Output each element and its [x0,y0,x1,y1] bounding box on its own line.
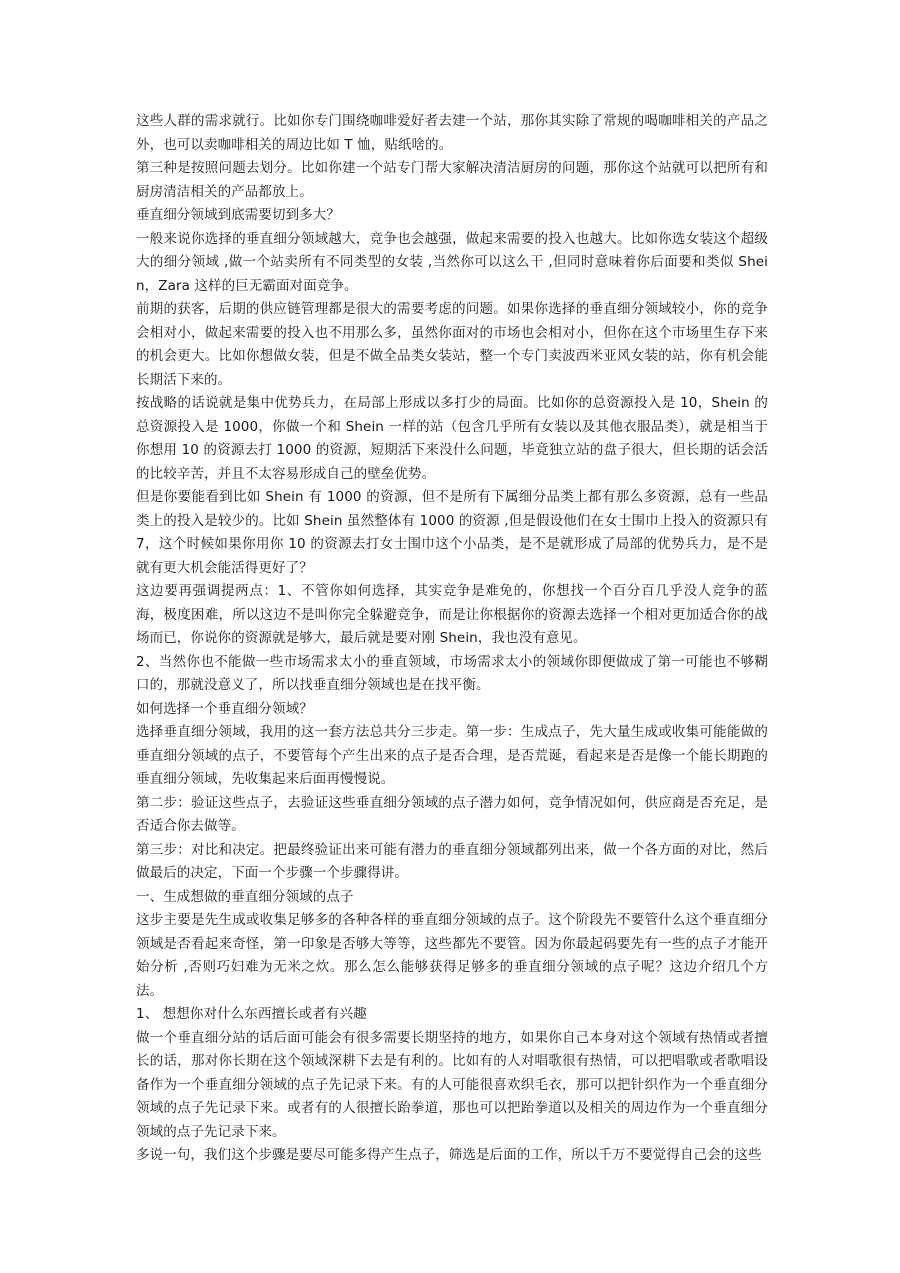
paragraph-emphasis-point-2: 2、当然你也不能做一些市场需求太小的垂直领域，市场需求太小的领域你即便做成了第一可能也不够糊口的，那就没意义了，所以找垂直细分领域也是在找平衡。 [136,653,768,693]
paragraph-step-two: 第二步：验证这些点子，去验证这些垂直细分领域的点子潜力如何，竞争情况如何，供应商是否充足，是否适合你去做等。 [136,794,768,834]
heading-section-one: 一、生成想做的垂直细分领域的点子 [136,888,354,905]
paragraph-problem-division: 第三种是按照问题去划分。比如你建一个站专门帮大家解决清洁厨房的问题，那你这个站就可以把所有和厨房清洁相关的产品都放上。 [136,160,768,200]
paragraph-interest-examples: 做一个垂直细分站的话后面可能会有很多需要长期坚持的地方，如果你自己本身对这个领域有热情或者擅长的话，那对你长期在这个领域深耕下去是有利的。比如有的人对唱歌很有热情，可以把唱歌或者歌唱设备作为一个垂直细分领域的点子先记录下来。有的人可能很喜欢织毛衣，那可以把针织作为一个垂直细分领域的点子先记录下来。或者有的人很擅长跆拳道，那也可以把跆拳道以及相关的周边作为一个垂直细分领域的点子先记录下来。 [136,1029,768,1140]
paragraph-concentrate-forces: 按战略的话说就是集中优势兵力，在局部上形成以多打少的局面。比如你的总资源投入是 10，Shein 的总资源投入是 1000，你做一个和 Shein 一样的站（包含几乎所有女装以及其他衣服品类），就是相当于你想用 10 的资源去打 1000 的资源，短期活下来没什么问题，毕竟独立站的盘子很大，但长期的话会活的比较辛苦，并且不太容易形成自己的壁垒优势。 [136,395,768,482]
paragraph-emphasis-point-1: 这边要再强调提两点：1、不管你如何选择，其实竞争是难免的，你想找一个百分百几乎没人竞争的蓝海，极度困难，所以这边不是叫你完全躲避竞争，而是让你根据你的资源去选择一个相对更加适合你的战场而已，你说你的资源就是够大，最后就是要对刚 Shein，我也没有意见。 [136,583,768,646]
paragraph-shein-subcategories: 但是你要能看到比如 Shein 有 1000 的资源，但不是所有下属细分品类上都有那么多资源，总有一些品类上的投入是较少的。比如 Shein 虽然整体有 1000 的资源 ,但是假设他们在女士围巾上投入的资源只有 7，这个时候如果你用你 10 的资源去打女士围巾这个小品类，是不是就形成了局部的优势兵力，是不是就有更大机会能活得更好了？ [136,489,768,576]
paragraph-smaller-niche-advantage: 前期的获客，后期的供应链管理都是很大的需要考虑的问题。如果你选择的垂直细分领域较小，你的竞争会相对小，做起来需要的投入也不用那么多，虽然你面对的市场也会相对小，但你在这个市场里生存下来的机会更大。比如你想做女装，但是不做全品类女装站，整一个专门卖波西米亚风女装的站，你有机会能长期活下来的。 [136,301,768,388]
document-body [136,110,768,1168]
heading-how-to-choose: 如何选择一个垂直细分领域？ [136,700,313,717]
paragraph-closing-note: 多说一句，我们这个步骤是要尽可能多得产生点子，筛选是后面的工作，所以千万不要觉得自己会的这些 [136,1147,762,1163]
heading-method-one: 1、 想想你对什么东西擅长或者有兴趣 [136,1006,367,1022]
paragraph-step-three: 第三步：对比和决定。把最终验证出来可能有潜力的垂直细分领域都列出来，做一个各方面的对比，然后做最后的决定，下面一个步骤一个步骤得讲。 [136,841,768,881]
paragraph-step-one: 选择垂直细分领域，我用的这一套方法总共分三步走。第一步：生成点子，先大量生成或收集可能能做的垂直细分领域的点子，不要管每个产生出来的点子是否合理，是否荒诞，看起来是否是像一个能长期跑的垂直细分领域，先收集起来后面再慢慢说。 [136,724,768,787]
heading-niche-size: 垂直细分领域到底需要切到多大？ [136,207,340,223]
paragraph-coffee-example: 这些人群的需求就行。比如你专门围绕咖啡爱好者去建一个站，那你其实除了常规的喝咖啡相关的产品之外，也可以卖咖啡相关的周边比如 T 恤，贴纸啥的。 [136,113,768,153]
paragraph-generate-ideas: 这步主要是先生成或收集足够多的各种各样的垂直细分领域的点子。这个阶段先不要管什么这个垂直细分领域是否看起来奇怪，第一印象是否够大等等，这些都先不要管。因为你最起码要先有一些的点子才能开始分析 ,否则巧妇难为无米之炊。那么怎么能够获得足够多的垂直细分领域的点子呢？这边介绍几个方法。 [136,912,768,999]
paragraph-larger-niche-competition: 一般来说你选择的垂直细分领域越大，竞争也会越强，做起来需要的投入也越大。比如你选女装这个超级大的细分领域 ,做一个站卖所有不同类型的女装 ,当然你可以这么干 ,但同时意味着你后面要和类似 Shein，Zara 这样的巨无霸面对面竞争。 [136,230,768,294]
